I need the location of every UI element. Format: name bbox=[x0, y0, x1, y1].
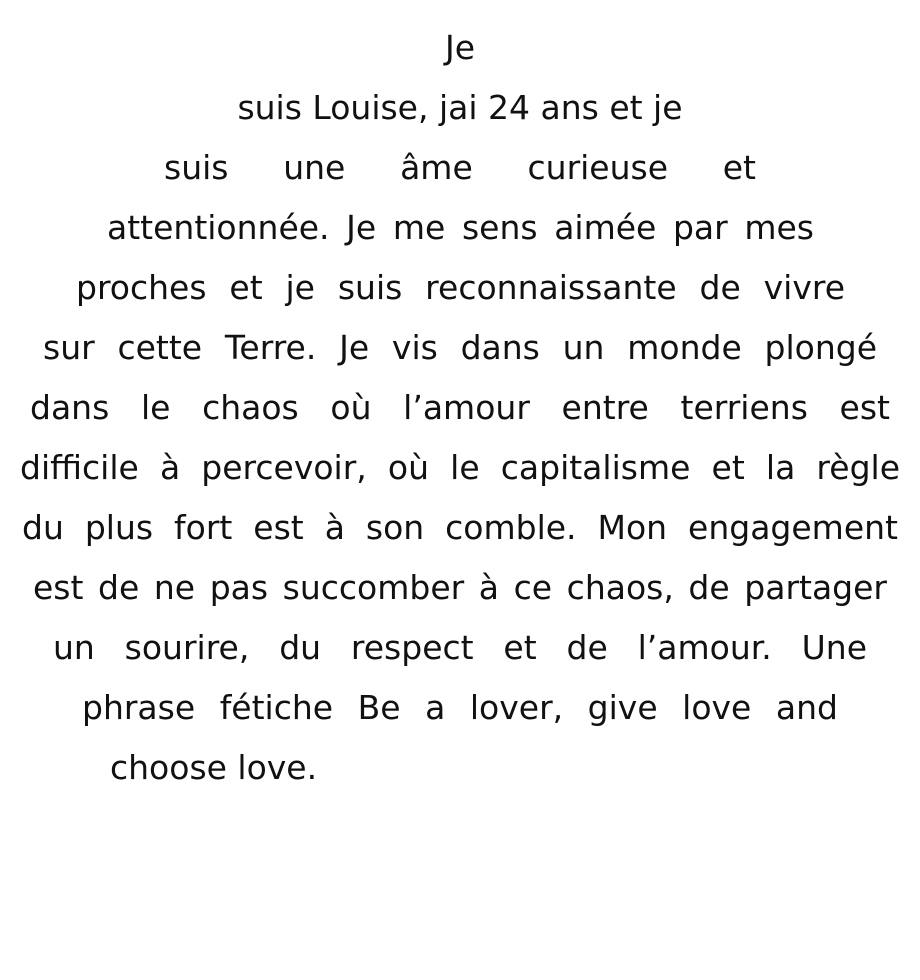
paragraph-line-8: difficile à percevoir, où le capitalisme et la règle bbox=[20, 448, 900, 487]
paragraph-line-3: suis une âme curieuse et bbox=[164, 148, 756, 187]
paragraph-line-13: choose love. bbox=[110, 748, 318, 787]
paragraph-line-6: sur cette Terre. Je vis dans un monde plongé bbox=[43, 328, 877, 367]
paragraph-line-5: proches et je suis reconnaissante de vivre bbox=[76, 268, 845, 307]
paragraph-line-4: attentionnée. Je me sens aimée par mes bbox=[107, 208, 814, 247]
paragraph-line-2: suis Louise, jai 24 ans et je bbox=[237, 88, 683, 127]
paragraph-line-10: est de ne pas succomber à ce chaos, de partager bbox=[33, 568, 887, 607]
paragraph-line-11: un sourire, du respect et de l’amour. Une bbox=[53, 628, 867, 667]
paragraph-line-12: phrase fétiche Be a lover, give love and bbox=[82, 688, 838, 727]
paragraph-line-9: du plus fort est à son comble. Mon engagement bbox=[22, 508, 898, 547]
paragraph-line-7: dans le chaos où l’amour entre terriens est bbox=[30, 388, 890, 427]
paragraph-line-1: Je bbox=[444, 28, 476, 67]
